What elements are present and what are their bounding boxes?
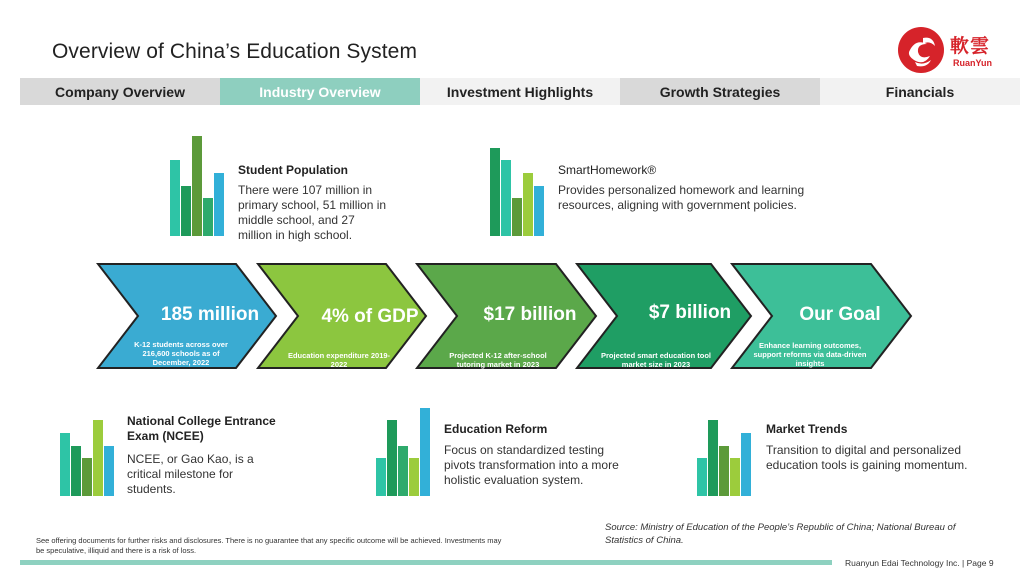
bar-chart-icon — [376, 408, 434, 496]
logo-subtext: RuanYun — [953, 58, 993, 68]
education-reform-body: Focus on standardized testing pivots transformation into a more holistic evaluation system. — [444, 443, 619, 487]
bar — [170, 160, 180, 236]
bar — [523, 173, 533, 236]
footer-bar — [20, 560, 832, 565]
bar-chart-icon — [170, 136, 228, 236]
bar-chart-icon — [697, 420, 755, 496]
page-title: Overview of China’s Education System — [52, 40, 418, 63]
bar — [71, 446, 81, 496]
section-nav — [20, 78, 1020, 105]
bar — [490, 148, 500, 236]
tab-financials[interactable]: Financials — [820, 78, 1020, 105]
arrow-5-value: Our Goal — [799, 304, 881, 325]
bar — [214, 173, 224, 236]
bar — [741, 433, 751, 496]
smarthomework-body: Provides personalized homework and learning resources, aligning with government policies. — [558, 183, 805, 212]
bar — [501, 160, 511, 236]
arrow-2-value: 4% of GDP — [321, 306, 419, 327]
bar — [192, 136, 202, 236]
tab-industry-overview[interactable]: Industry Overview — [220, 78, 420, 105]
arrow-2-caption: Education expenditure 2019-2022 — [287, 351, 391, 369]
arrow-3-value: $17 billion — [483, 304, 577, 325]
bar — [376, 458, 386, 496]
bar — [104, 446, 114, 496]
ncee-body: NCEE, or Gao Kao, is a critical milestone for students. — [127, 452, 254, 496]
bar — [409, 458, 419, 496]
student-population-body: There were 107 million in primary school, 51 million in middle school, and 27 million in high school. — [238, 183, 387, 242]
bar — [82, 458, 92, 496]
tab-investment-highlights[interactable]: Investment Highlights — [420, 78, 620, 105]
arrow-4-value: $7 billion — [648, 302, 732, 323]
bar-chart-icon — [490, 148, 548, 236]
bar-chart-icon — [60, 420, 118, 496]
ncee-title: National College Entrance Exam (NCEE) — [127, 414, 276, 443]
arrow-5-caption: Enhance learning outcomes, support reforms via data-driven insights — [753, 341, 867, 368]
tab-company-overview[interactable]: Company Overview — [20, 78, 220, 105]
bar — [93, 420, 103, 496]
bar — [708, 420, 718, 496]
arrow-1-value: 185 million — [160, 304, 260, 325]
market-trends-body: Transition to digital and personalized education tools is gaining momentum. — [766, 443, 968, 472]
bar — [420, 408, 430, 496]
bar — [181, 186, 191, 236]
bar — [534, 186, 544, 236]
source-note: Source: Ministry of Education of the People’s Republic of China; National Bureau of Statistics of China. — [605, 522, 956, 546]
bar — [512, 198, 522, 236]
bar — [387, 420, 397, 496]
bar — [60, 433, 70, 496]
tab-growth-strategies[interactable]: Growth Strategies — [620, 78, 820, 105]
bar — [697, 458, 707, 496]
arrow-4-caption: Projected smart education tool market size in 2023 — [600, 351, 712, 369]
logo-text: 軟雲 — [950, 35, 991, 57]
bar — [398, 446, 408, 496]
disclaimer: See offering documents for further risks and disclosures. There is no guarantee that any specific outcome will be achieved. Investments may be speculative, illiquid and there is a risk of loss. — [36, 536, 502, 555]
arrow-3-caption: Projected K-12 after-school tutoring market in 2023 — [449, 351, 547, 369]
smarthomework-title: SmartHomework® — [558, 163, 657, 177]
bar — [719, 446, 729, 496]
bar — [203, 198, 213, 236]
education-reform-title: Education Reform — [444, 422, 548, 436]
arrow-1-caption: K-12 students across over 216,600 schools as of December, 2022 — [134, 340, 228, 367]
student-population-title: Student Population — [238, 163, 348, 177]
footer-page-label: Ruanyun Edai Technology Inc. | Page 9 — [845, 558, 994, 568]
market-trends-title: Market Trends — [766, 422, 848, 436]
bar — [730, 458, 740, 496]
